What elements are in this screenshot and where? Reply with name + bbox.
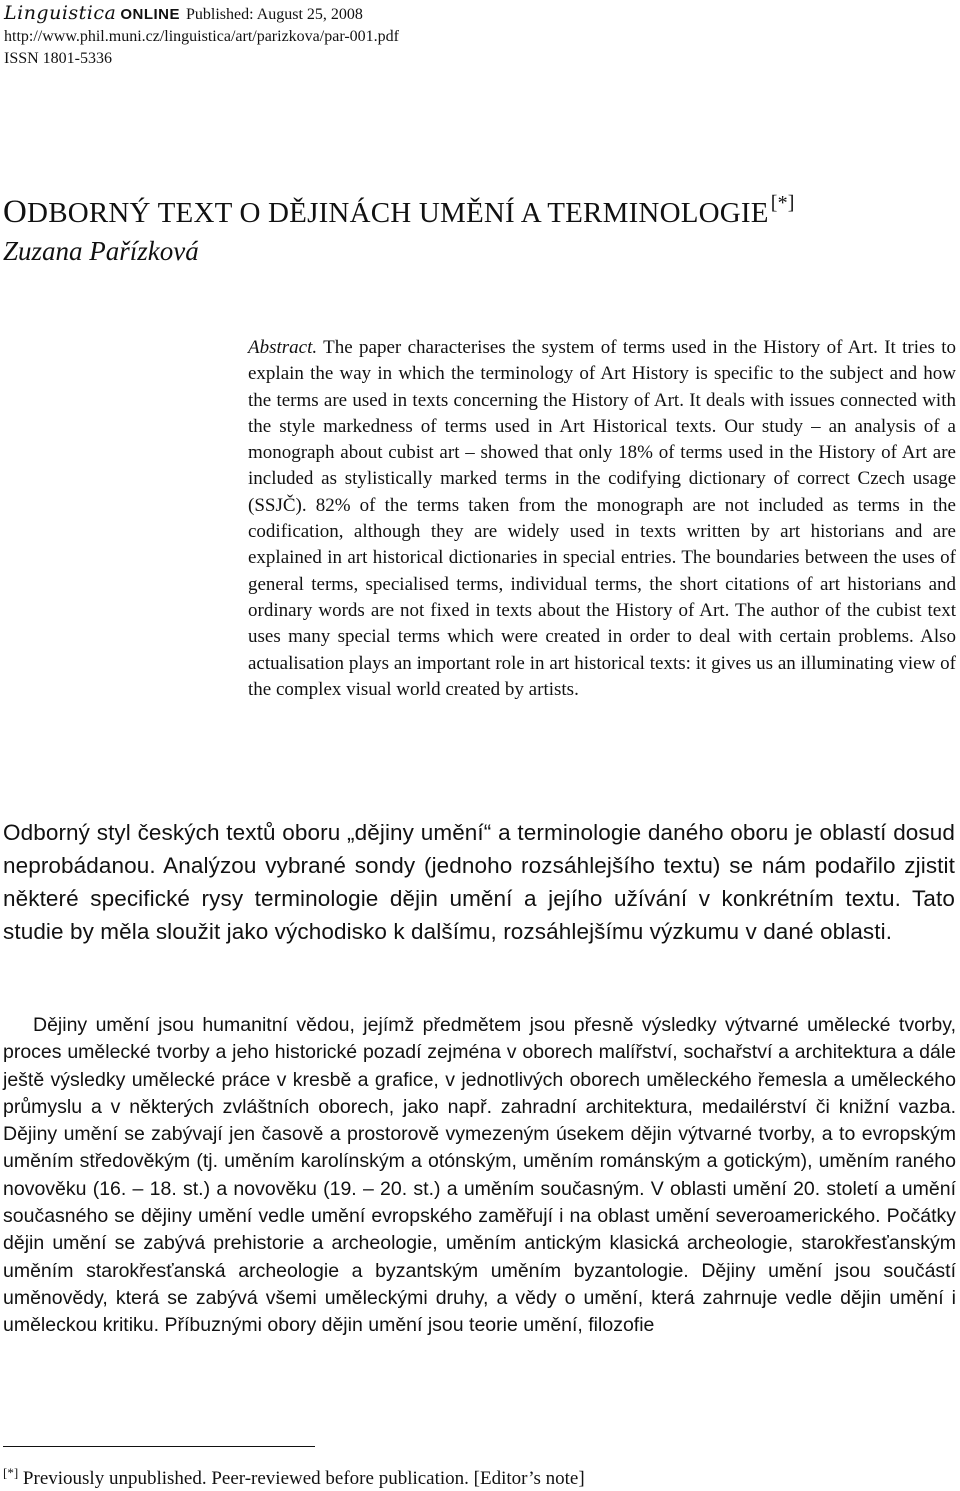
footnote-text: Previously unpublished. Peer-reviewed before publication. [Editor’s note] <box>18 1468 585 1489</box>
intro-paragraph: Odborný styl českých textů oboru „dějiny umění“ a terminologie daného oboru je oblastí dosud neprobádanou. Analýzou vybrané sondy (jednoho rozsáhlejšího textu) se nám podařilo zjistit některé specifické rysy terminologie dějin umění a jejího užívání v konkrétním textu. Tato studie by měla sloužit jako východisko k dalšímu, rozsáhlejšímu výzkumu v dané oblasti. <box>3 820 955 944</box>
article-url[interactable]: http://www.phil.muni.cz/linguistica/art/parizkova/par-001.pdf <box>4 28 399 45</box>
title-text: DBORNÝ TEXT O DĚJINÁCH UMĚNÍ A TERMINOLOGIE <box>27 197 769 229</box>
journal-logo: Linguistica <box>4 2 117 24</box>
footnote-divider <box>3 1446 315 1447</box>
footnote <box>3 1461 585 1491</box>
body-paragraph: Dějiny umění jsou humanitní vědou, jejímž předmětem jsou přesně výsledky výtvarné umělecké tvorby, proces umělecké tvorby a jeho historické pozadí zejména v oborech malířství, sochařství a architektura a dále ještě výsledky umělecké práce v kresbě a grafice, v jednotlivých oborech uměleckého řemesla a uměleckého průmyslu a v některých zvláštních oborech, jako např. zahradní architektura, medailérství či knižní vazba. Dějiny umění se zabývají jen časově a prostorově vymezeným úsekem dějin výtvarné tvorby, a to evropským uměním středověkým (tj. uměním karolínským a otónským, uměním románským a gotickým), uměním raného novověku (16. – 18. st.) a novověku (19. – 20. st.) a uměním současným. V oblasti umění 20. století a umění současného se dějiny umění vedle umění evropského zaměřují i na oblast umění severoamerického. Počátky dějin umění se zabývá prehistorie a archeologie, uměním antickým klasická archeologie, starokřesťanským uměním starokřesťanská archeologie a byzantským uměním byzantologie. Dějiny umění jsou součástí uměnovědy, která se zabývá všemi uměleckými druhy, a vědy o umění, která zahrnuje vedle dějin umění i uměleckou kritiku. Příbuznými obory dějin umění jsou teorie umění, filozofie <box>3 1014 956 1337</box>
footnote-mark: [*] <box>3 1465 19 1480</box>
journal-header <box>4 2 399 70</box>
article-author: Zuzana Pařízková <box>3 236 199 266</box>
title-initial: O <box>3 194 28 230</box>
abstract-label: Abstract. <box>248 337 318 358</box>
publication-date: Published: August 25, 2008 <box>186 6 363 23</box>
article-title <box>3 192 795 231</box>
journal-logo-online: ONLINE <box>120 6 181 23</box>
abstract <box>248 335 956 703</box>
title-footnote-mark[interactable]: [*] <box>770 192 795 214</box>
header-line-1 <box>4 2 399 26</box>
abstract-text: The paper characterises the system of terms used in the History of Art. It tries to explain the way in which the terminology of Art History is specific to the subject and how the terms are used in texts concerning the History of Art. It deals with issues connected with the style markedness of terms used in Art Historical texts. Our study – an analysis of a monograph about cubist art – showed that only 18% of terms used in the History of Art are included as stylistically marked terms in the codifying dictionary of correct Czech usage (SSJČ). 82% of the terms taken from the monograph are not included as terms in the codification, although they are widely used in texts written by art historians and are explained in art historical dictionaries in special entries. The boundaries between the uses of general terms, specialised terms, individual terms, the short citations of art historians and ordinary words are not fixed in texts about the History of Art. The author of the cubist text uses many special terms which were created in order to deal with certain problems. Also actualisation plays an important role in art historical texts: it gives us an illuminating view of the complex visual world created by artists. <box>248 337 956 700</box>
issn: ISSN 1801-5336 <box>4 50 113 67</box>
